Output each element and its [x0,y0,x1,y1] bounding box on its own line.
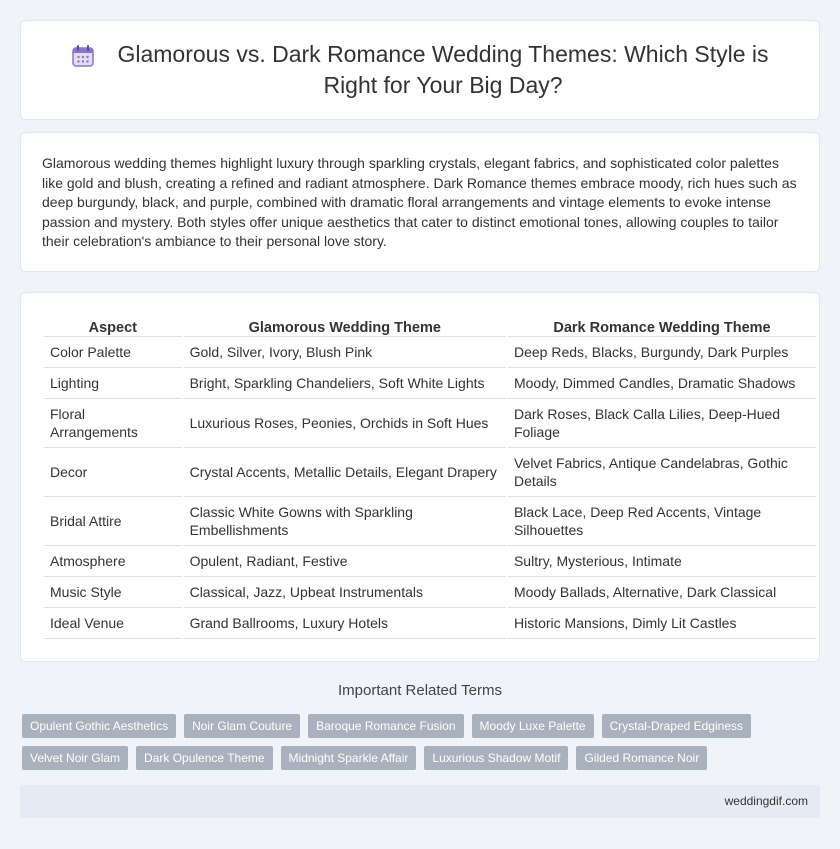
aspect-cell: Floral Arrangements [44,399,182,448]
aspect-cell: Lighting [44,368,182,399]
aspect-cell: Music Style [44,577,182,608]
related-term-tag[interactable]: Moody Luxe Palette [472,714,594,738]
related-term-tag[interactable]: Midnight Sparkle Affair [281,746,417,770]
column-header-aspect: Aspect [44,315,182,337]
glamorous-cell: Luxurious Roses, Peonies, Orchids in Soft Hues [184,399,506,448]
table-row [44,337,816,368]
table-row [44,546,816,577]
column-header-dark-romance: Dark Romance Wedding Theme [508,315,816,337]
comparison-table [42,315,818,639]
glamorous-cell: Grand Ballrooms, Luxury Hotels [184,608,506,639]
dark-romance-cell: Dark Roses, Black Calla Lilies, Deep-Hued Foliage [508,399,816,448]
table-row [44,448,816,497]
table-row [44,497,816,546]
glamorous-cell: Bright, Sparkling Chandeliers, Soft White Lights [184,368,506,399]
glamorous-cell: Gold, Silver, Ivory, Blush Pink [184,337,506,368]
title-row [21,21,819,119]
table-header-row [44,315,816,337]
intro-paragraph: Glamorous wedding themes highlight luxury through sparkling crystals, elegant fabrics, and sophisticated color palettes like gold and blush, creating a refined and radiant atmosphere. Dark Romance themes embrace moody, rich hues such as deep burgundy, black, and purple, combined with dramatic floral arrangements and vintage elements to evoke intense passion and mystery. Both styles offer unique aesthetics that cater to distinct emotional tones, allowing couples to tailor their celebration's ambiance to their personal love story. [42,155,797,249]
related-term-tag[interactable]: Baroque Romance Fusion [308,714,463,738]
related-term-tag[interactable]: Velvet Noir Glam [22,746,128,770]
dark-romance-cell: Deep Reds, Blacks, Burgundy, Dark Purples [508,337,816,368]
dark-romance-cell: Moody Ballads, Alternative, Dark Classical [508,577,816,608]
dark-romance-cell: Velvet Fabrics, Antique Candelabras, Gothic Details [508,448,816,497]
header-card [20,20,820,120]
related-term-tag[interactable]: Crystal-Draped Edginess [602,714,751,738]
aspect-cell: Atmosphere [44,546,182,577]
related-term-tag[interactable]: Dark Opulence Theme [136,746,273,770]
comparison-card [20,292,820,662]
table-row [44,368,816,399]
glamorous-cell: Crystal Accents, Metallic Details, Elegant Drapery [184,448,506,497]
dark-romance-cell: Sultry, Mysterious, Intimate [508,546,816,577]
dark-romance-cell: Black Lace, Deep Red Accents, Vintage Silhouettes [508,497,816,546]
aspect-cell: Color Palette [44,337,182,368]
table-row [44,399,816,448]
column-header-glamorous: Glamorous Wedding Theme [184,315,506,337]
intro-card [20,132,820,272]
related-term-tag[interactable]: Luxurious Shadow Motif [424,746,568,770]
dark-romance-cell: Historic Mansions, Dimly Lit Castles [508,608,816,639]
aspect-cell: Bridal Attire [44,497,182,546]
aspect-cell: Decor [44,448,182,497]
footer [20,785,820,818]
calendar-icon [70,43,96,69]
related-terms-list [22,714,822,770]
related-terms-heading: Important Related Terms [338,682,502,699]
related-term-tag[interactable]: Gilded Romance Noir [576,746,707,770]
related-term-tag[interactable]: Opulent Gothic Aesthetics [22,714,176,738]
table-row [44,608,816,639]
aspect-cell: Ideal Venue [44,608,182,639]
dark-romance-cell: Moody, Dimmed Candles, Dramatic Shadows [508,368,816,399]
table-row [44,577,816,608]
related-term-tag[interactable]: Noir Glam Couture [184,714,300,738]
glamorous-cell: Classic White Gowns with Sparkling Embellishments [184,497,506,546]
glamorous-cell: Opulent, Radiant, Festive [184,546,506,577]
glamorous-cell: Classical, Jazz, Upbeat Instrumentals [184,577,506,608]
page-title: Glamorous vs. Dark Romance Wedding Themes: Which Style is Right for Your Big Day? [117,41,769,98]
site-name[interactable]: weddingdif.com [724,794,808,808]
